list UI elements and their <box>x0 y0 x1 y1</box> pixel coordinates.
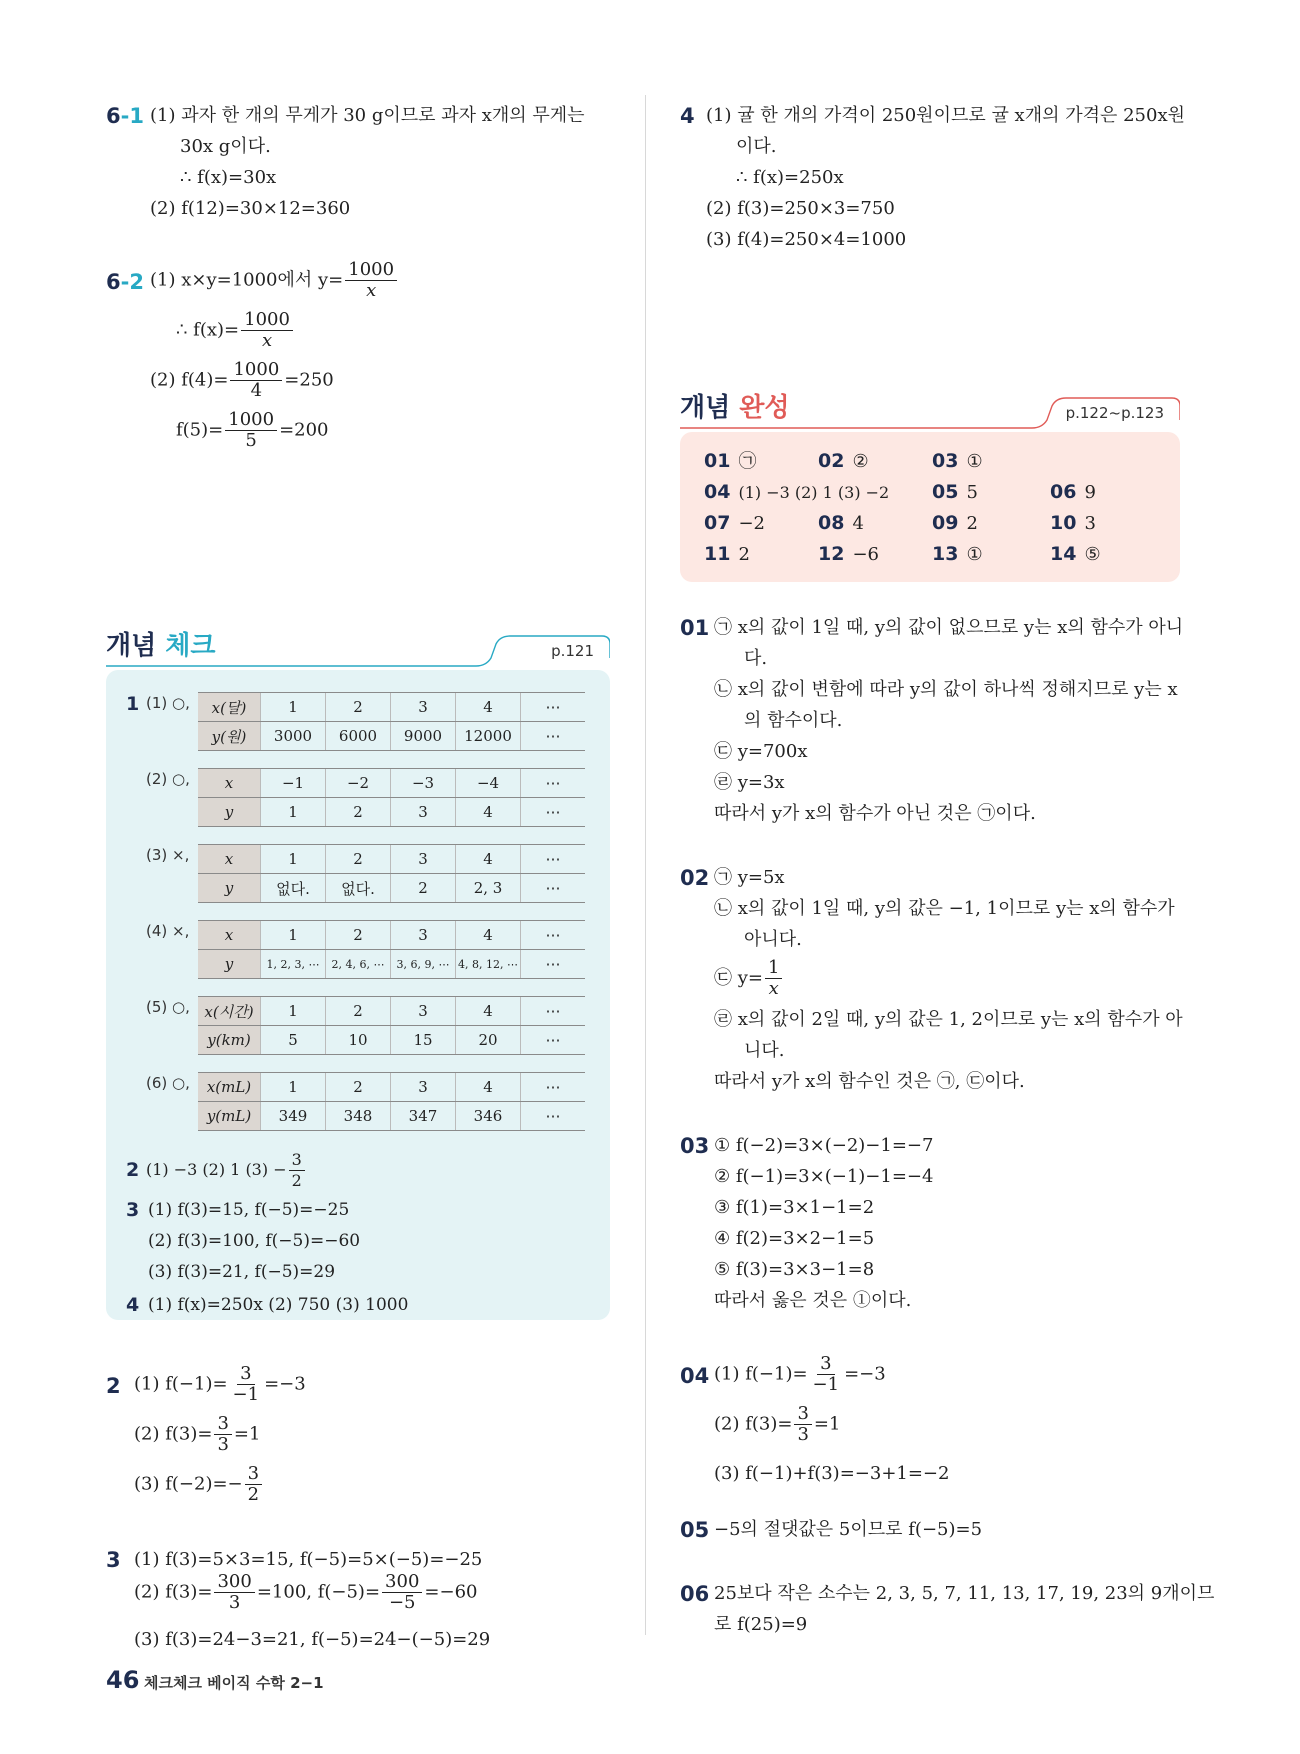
table-cell: 4 <box>456 693 521 722</box>
problem-6-1-number: 6-1 <box>106 104 144 128</box>
q01-line: ㉣ y=3x <box>714 772 785 793</box>
problem-4-line: (2) f(3)=250×3=750 <box>706 198 895 219</box>
q03-number: 03 <box>680 1134 710 1158</box>
table-row <box>198 921 585 950</box>
table-cell: 3 <box>391 921 456 950</box>
answer-item <box>1050 511 1096 536</box>
table-cell: ⋯ <box>521 1102 586 1131</box>
table-cell: 3 <box>391 693 456 722</box>
answer-number: 03 <box>932 450 959 472</box>
table-cell: −2 <box>326 769 391 798</box>
table-cell: ⋯ <box>521 874 586 903</box>
answer-value: 2 <box>966 513 978 534</box>
check-q3-number: 3 <box>126 1199 140 1221</box>
table-label: (4) ×, <box>146 922 190 940</box>
answer-item <box>932 480 978 505</box>
answer-item <box>704 511 765 536</box>
table-header-cell: y <box>198 798 261 827</box>
table-row <box>198 1026 585 1055</box>
problem-4-line: ∴ f(x)=250x <box>736 167 844 188</box>
q01-line: 다. <box>744 648 768 669</box>
table-cell: 10 <box>326 1026 391 1055</box>
table-cell: 9000 <box>391 722 456 751</box>
answer-item <box>818 511 864 536</box>
table-cell: 20 <box>456 1026 521 1055</box>
table-cell: 3, 6, 9, ⋯ <box>391 950 456 979</box>
table-label: (2) ○, <box>146 770 190 788</box>
q01-line: ㉠ x의 값이 1일 때, y의 값이 없으므로 y는 x의 함수가 아니 <box>714 617 1184 638</box>
problem-2-number: 2 <box>106 1374 121 1398</box>
answer-item <box>1050 542 1101 567</box>
answer-item <box>704 542 750 567</box>
table-cell: 4 <box>456 921 521 950</box>
problem-3-line: (3) f(3)=24−3=21, f(−5)=24−(−5)=29 <box>134 1629 491 1650</box>
answer-number: 06 <box>1050 481 1077 503</box>
table-header-cell: y(원) <box>198 722 261 751</box>
q01-line: ㉢ y=700x <box>714 741 808 762</box>
table-header-cell: x <box>198 921 261 950</box>
table-label: (6) ○, <box>146 1074 190 1092</box>
concept-complete-header <box>680 390 1180 430</box>
table-label: (3) ×, <box>146 846 190 864</box>
fraction: $\frac{3}{-1}$ <box>232 1363 260 1405</box>
fraction: $\frac{300}{-5}$ <box>382 1572 422 1613</box>
table-cell: 1 <box>261 997 326 1026</box>
problem-6-1-line: (1) 과자 한 개의 무게가 30 g이므로 과자 x개의 무게는 <box>150 105 585 126</box>
answer-value: −6 <box>852 544 879 565</box>
fraction: $\frac{3}{-1}$ <box>812 1353 840 1395</box>
table-cell: −3 <box>391 769 456 798</box>
table-cell: 1 <box>261 845 326 874</box>
answer-number: 13 <box>932 543 959 565</box>
answer-value: ⑤ <box>1084 544 1101 565</box>
book-title: 체크체크 베이직 수학 2−1 <box>144 1674 324 1692</box>
problem-6-1-line: (2) f(12)=30×12=360 <box>150 198 351 219</box>
answer-value: ② <box>852 451 869 472</box>
table-row <box>198 693 585 722</box>
value-table <box>198 996 585 1055</box>
table-cell: 2 <box>326 693 391 722</box>
answer-number: 09 <box>932 512 959 534</box>
problem-4-line: (1) 귤 한 개의 가격이 250원이므로 귤 x개의 가격은 250x원 <box>706 105 1185 126</box>
problem-6-2-line: (2) f(4)= $\frac{1000}{4}$ =250 <box>150 359 334 401</box>
table-cell: 4 <box>456 845 521 874</box>
answer-item <box>818 449 869 474</box>
table-cell: 없다. <box>326 874 391 903</box>
answer-value: 9 <box>1084 482 1096 503</box>
problem-4-line: (3) f(4)=250×4=1000 <box>706 229 907 250</box>
answer-number: 11 <box>704 543 731 565</box>
table-cell: 2 <box>391 874 456 903</box>
table-row <box>198 1102 585 1131</box>
table-cell: ⋯ <box>521 950 586 979</box>
table-row <box>198 1073 585 1102</box>
fraction: $\frac{1000}{4}$ <box>230 360 282 401</box>
answer-item <box>704 480 889 505</box>
table-cell: 2 <box>326 921 391 950</box>
table-cell: ⋯ <box>521 798 586 827</box>
table-cell: 4 <box>456 997 521 1026</box>
problem-6-1-line: 30x g이다. <box>180 136 271 157</box>
problem-2-line: (1) f(−1)= $\frac{3}{-1}$ =−3 <box>134 1363 306 1405</box>
table-cell: 3 <box>391 1073 456 1102</box>
value-table <box>198 1072 585 1131</box>
table-cell: 4 <box>456 798 521 827</box>
answer-value: 3 <box>1084 513 1096 534</box>
fraction: $\frac{1}{x}$ <box>765 958 782 999</box>
table-cell: ⋯ <box>521 845 586 874</box>
problem-3-line: (2) f(3)= $\frac{300}{3}$ =100, f(−5)= $\frac{300}{-5}$ =−60 <box>134 1571 478 1613</box>
table-cell: ⋯ <box>521 769 586 798</box>
check-q3-line: (2) f(3)=100, f(−5)=−60 <box>148 1231 361 1251</box>
check-q4-number: 4 <box>126 1294 140 1316</box>
problem-4-number: 4 <box>680 104 695 128</box>
table-header-cell: y <box>198 874 261 903</box>
table-cell: 2 <box>326 845 391 874</box>
answer-value: (1) −3 (2) 1 (3) −2 <box>738 483 890 502</box>
fraction: $\frac{1000}{x}$ <box>241 310 293 351</box>
table-cell: 4, 8, 12, ⋯ <box>456 950 521 979</box>
table-cell: 1 <box>261 921 326 950</box>
answer-number: 14 <box>1050 543 1077 565</box>
table-cell: 1 <box>261 1073 326 1102</box>
table-cell: 2 <box>326 798 391 827</box>
fraction: $\frac{3}{2}$ <box>289 1150 305 1191</box>
q06-number: 06 <box>680 1582 710 1606</box>
concept-check-page: p.121 <box>551 642 594 660</box>
q02-line: 아니다. <box>744 929 802 950</box>
table-cell: 2, 4, 6, ⋯ <box>326 950 391 979</box>
table-cell: 없다. <box>261 874 326 903</box>
table-header-cell: x <box>198 845 261 874</box>
table-row <box>198 769 585 798</box>
problem-6-1-line: ∴ f(x)=30x <box>180 167 277 188</box>
table-header-cell: y(mL) <box>198 1102 261 1131</box>
table-header-cell: x <box>198 769 261 798</box>
answer-value: ㉠ <box>738 451 757 472</box>
table-header-cell: y(km) <box>198 1026 261 1055</box>
answer-item <box>932 542 983 567</box>
fraction: $\frac{3}{2}$ <box>245 1464 262 1505</box>
answer-item <box>1050 480 1096 505</box>
table-cell: ⋯ <box>521 1073 586 1102</box>
q02-number: 02 <box>680 866 710 890</box>
table-cell: 2, 3 <box>456 874 521 903</box>
q02-line: ㉣ x의 값이 2일 때, y의 값은 1, 2이므로 y는 x의 함수가 아 <box>714 1009 1183 1030</box>
table-cell: 12000 <box>456 722 521 751</box>
table-cell: 347 <box>391 1102 456 1131</box>
q04-number: 04 <box>680 1364 710 1388</box>
table-label: (5) ○, <box>146 998 190 1016</box>
problem-6-2-line: f(5)= $\frac{1000}{5}$ =200 <box>176 409 329 451</box>
table-cell: 1, 2, 3, ⋯ <box>261 950 326 979</box>
check-q2-number: 2 <box>126 1159 140 1181</box>
q04-line: (2) f(3)= $\frac{3}{3}$ =1 <box>714 1403 841 1445</box>
table-cell: ⋯ <box>521 921 586 950</box>
value-table <box>198 768 585 827</box>
q06-line: 25보다 작은 소수는 2, 3, 5, 7, 11, 13, 17, 19, 23의 9개이므 <box>714 1583 1215 1604</box>
answer-item <box>704 449 756 474</box>
answer-value: 5 <box>966 482 978 503</box>
answer-number: 12 <box>818 543 845 565</box>
answer-number: 05 <box>932 481 959 503</box>
table-header-cell: y <box>198 950 261 979</box>
table-cell: 3 <box>391 798 456 827</box>
table-cell: 348 <box>326 1102 391 1131</box>
q03-line: ① f(−2)=3×(−2)−1=−7 <box>714 1135 934 1156</box>
q02-line: ㉠ y=5x <box>714 867 785 888</box>
table-cell: 3000 <box>261 722 326 751</box>
q03-line: ② f(−1)=3×(−1)−1=−4 <box>714 1166 934 1187</box>
value-table <box>198 920 585 979</box>
table-header-cell: x(시간) <box>198 997 261 1026</box>
table-row <box>198 950 585 979</box>
concept-check-title: 개념 체크 <box>106 631 216 661</box>
table-label: (1) ○, <box>146 694 190 712</box>
check-q3-line: (3) f(3)=21, f(−5)=29 <box>148 1262 336 1282</box>
q06-line: 로 f(25)=9 <box>714 1614 808 1635</box>
q01-line: ㉡ x의 값이 변함에 따라 y의 값이 하나씩 정해지므로 y는 x <box>714 679 1178 700</box>
q04-line: (1) f(−1)= $\frac{3}{-1}$ =−3 <box>714 1353 886 1395</box>
column-divider <box>645 95 646 1635</box>
value-table <box>198 692 585 751</box>
answer-item <box>932 511 978 536</box>
table-cell: −1 <box>261 769 326 798</box>
table-cell: 6000 <box>326 722 391 751</box>
page-number: 46 <box>106 1666 140 1694</box>
table-cell: ⋯ <box>521 997 586 1026</box>
fraction: $\frac{1000}{5}$ <box>225 410 277 451</box>
concept-check-header <box>106 628 610 668</box>
table-cell: ⋯ <box>521 722 586 751</box>
answer-item <box>818 542 879 567</box>
answer-value: −2 <box>738 513 765 534</box>
answer-value: ① <box>966 451 983 472</box>
q05-number: 05 <box>680 1518 710 1542</box>
problem-3-number: 3 <box>106 1548 121 1572</box>
table-cell: −4 <box>456 769 521 798</box>
check-q4-answer: (1) f(x)=250x (2) 750 (3) 1000 <box>148 1295 409 1315</box>
problem-4-line: 이다. <box>736 136 777 157</box>
table-cell: 1 <box>261 693 326 722</box>
answer-number: 08 <box>818 512 845 534</box>
table-cell: ⋯ <box>521 1026 586 1055</box>
table-header-cell: x(달) <box>198 693 261 722</box>
q03-line: ⑤ f(3)=3×3−1=8 <box>714 1259 875 1280</box>
q01-line: 따라서 y가 x의 함수가 아닌 것은 ㉠이다. <box>714 803 1036 824</box>
q03-line: ③ f(1)=3×1−1=2 <box>714 1197 875 1218</box>
problem-6-2-line: (1) x×y=1000에서 y= $\frac{1000}{x}$ <box>150 260 399 301</box>
check-q2-answer: (1) −3 (2) 1 (3) − $\frac{3}{2}$ <box>146 1150 307 1191</box>
q01-line: 의 함수이다. <box>744 710 843 731</box>
q02-line: 니다. <box>744 1040 785 1061</box>
concept-complete-title: 개념 완성 <box>680 393 790 423</box>
q01-number: 01 <box>680 616 710 640</box>
table-cell: 3 <box>391 845 456 874</box>
answer-number: 07 <box>704 512 731 534</box>
table-cell: 5 <box>261 1026 326 1055</box>
table-cell: 2 <box>326 997 391 1026</box>
table-row <box>198 845 585 874</box>
answer-value: 4 <box>852 513 864 534</box>
q05-line: −5의 절댓값은 5이므로 f(−5)=5 <box>714 1519 983 1540</box>
concept-complete-page: p.122~p.123 <box>1065 404 1164 422</box>
value-table <box>198 844 585 903</box>
check-q3-line: (1) f(3)=15, f(−5)=−25 <box>148 1200 350 1220</box>
check-q1-number: 1 <box>126 693 140 715</box>
answer-value: 2 <box>738 544 750 565</box>
q04-line: (3) f(−1)+f(3)=−3+1=−2 <box>714 1463 950 1484</box>
answer-value: ① <box>966 544 983 565</box>
fraction: $\frac{3}{3}$ <box>214 1414 231 1455</box>
table-cell: 3 <box>391 997 456 1026</box>
table-row <box>198 874 585 903</box>
table-header-cell: x(mL) <box>198 1073 261 1102</box>
problem-6-2-line: ∴ f(x)= $\frac{1000}{x}$ <box>176 310 295 351</box>
answer-number: 04 <box>704 481 731 503</box>
answer-number: 01 <box>704 450 731 472</box>
q02-line: ㉢ y= $\frac{1}{x}$ <box>714 958 784 999</box>
fraction: $\frac{3}{3}$ <box>794 1404 811 1445</box>
table-cell: ⋯ <box>521 693 586 722</box>
problem-6-2-number: 6-2 <box>106 270 144 294</box>
table-cell: 346 <box>456 1102 521 1131</box>
table-cell: 4 <box>456 1073 521 1102</box>
problem-2-line: (2) f(3)= $\frac{3}{3}$ =1 <box>134 1413 261 1455</box>
table-cell: 1 <box>261 798 326 827</box>
q03-line: ④ f(2)=3×2−1=5 <box>714 1228 875 1249</box>
q02-line: 따라서 y가 x의 함수인 것은 ㉠, ㉢이다. <box>714 1071 1025 1092</box>
q03-line: 따라서 옳은 것은 ①이다. <box>714 1290 912 1311</box>
answer-number: 02 <box>818 450 845 472</box>
table-cell: 15 <box>391 1026 456 1055</box>
table-cell: 2 <box>326 1073 391 1102</box>
answer-number: 10 <box>1050 512 1077 534</box>
table-row <box>198 997 585 1026</box>
fraction: $\frac{1000}{x}$ <box>345 260 397 301</box>
problem-2-line: (3) f(−2)=− $\frac{3}{2}$ <box>134 1464 264 1505</box>
table-cell: 349 <box>261 1102 326 1131</box>
fraction: $\frac{300}{3}$ <box>214 1572 254 1613</box>
q02-line: ㉡ x의 값이 1일 때, y의 값은 −1, 1이므로 y는 x의 함수가 <box>714 898 1175 919</box>
answer-item <box>932 449 983 474</box>
table-row <box>198 798 585 827</box>
problem-3-line: (1) f(3)=5×3=15, f(−5)=5×(−5)=−25 <box>134 1549 483 1570</box>
table-row <box>198 722 585 751</box>
